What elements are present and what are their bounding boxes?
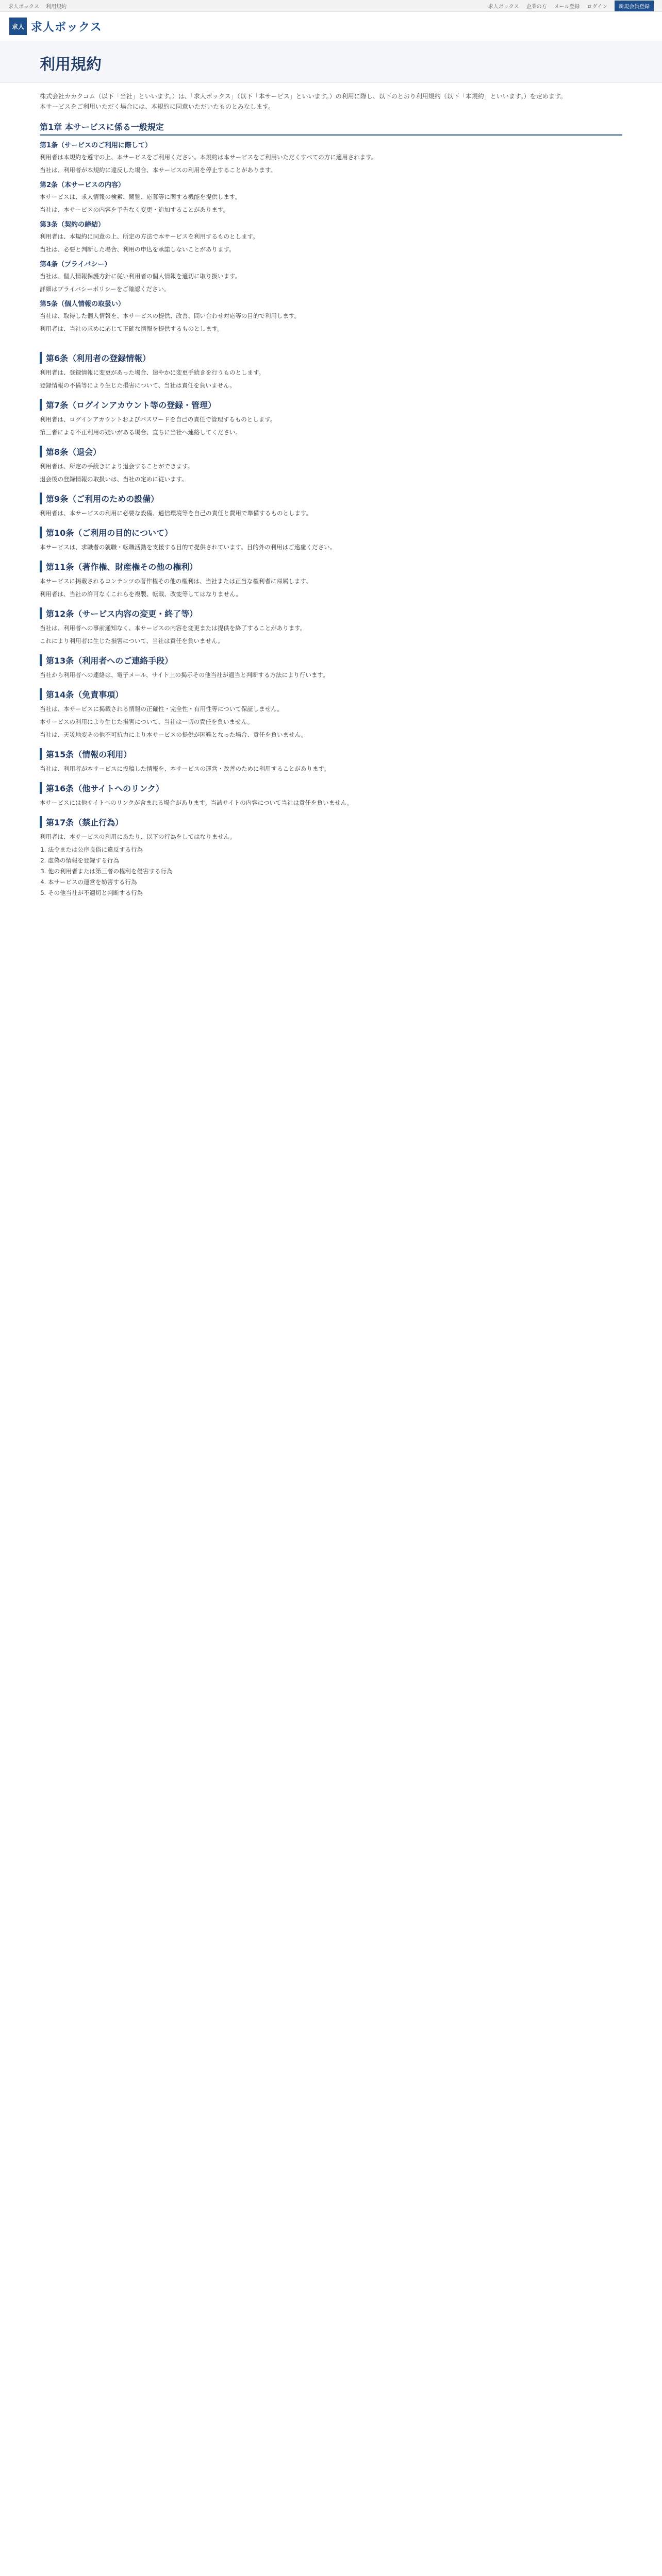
article-2-paragraph-1: 本サービスは、求人情報の検索、閲覧、応募等に関する機能を提供します。 bbox=[40, 193, 241, 200]
topbar-left bbox=[8, 2, 72, 10]
topbar-link-2[interactable]: 企業の方 bbox=[526, 4, 547, 10]
brand-logo-icon[interactable]: 求人 bbox=[9, 18, 27, 35]
article-4-paragraph-1: 当社は、個人情報保護方針に従い利用者の個人情報を適切に取り扱います。 bbox=[40, 272, 241, 280]
chapter-1-title: 第1章 本サービスに係る一般規定 bbox=[40, 121, 622, 135]
article-3-title: 第3条（契約の締結） bbox=[40, 221, 105, 229]
article-12-title: 第12条（サービス内容の変更・終了等） bbox=[40, 607, 622, 619]
article-1-paragraph-1: 利用者は本規約を遵守の上、本サービスをご利用ください。本規約は本サービスをご利用いただくすべての方に適用されます。 bbox=[40, 153, 377, 161]
article-6-title: 第6条（利用者の登録情報） bbox=[40, 352, 622, 364]
list-item: 4. 本サービスの運営を妨害する行為 bbox=[48, 877, 622, 887]
article-13-paragraph-1: 当社から利用者への連絡は、電子メール、サイト上の掲示その他当社が適当と判断する方法により行います。 bbox=[40, 671, 329, 679]
article-5-paragraph-2: 利用者は、当社の求めに応じて正確な情報を提供するものとします。 bbox=[40, 325, 223, 332]
topbar-left-1: 求人ボックス bbox=[8, 4, 39, 10]
article-11-paragraph-1: 本サービスに掲載されるコンテンツの著作権その他の権利は、当社または正当な権利者に帰属します。 bbox=[40, 578, 312, 585]
article-14-paragraph-3: 当社は、天災地変その他不可抗力により本サービスの提供が困難となった場合、責任を負いません。 bbox=[40, 731, 307, 738]
article-2-paragraph-2: 当社は、本サービスの内容を予告なく変更・追加することがあります。 bbox=[40, 206, 229, 213]
article-10-paragraph-1: 本サービスは、求職者の就職・転職活動を支援する目的で提供されています。目的外の利用はご遠慮ください。 bbox=[40, 544, 336, 551]
topbar-right bbox=[488, 1, 654, 11]
list-item: 2. 虚偽の情報を登録する行為 bbox=[48, 856, 622, 866]
article-16-paragraph-1: 本サービスには他サイトへのリンクが含まれる場合があります。当該サイトの内容について当社は責任を負いません。 bbox=[40, 799, 353, 806]
article-3-paragraph-2: 当社は、必要と判断した場合、利用の申込を承諾しないことがあります。 bbox=[40, 245, 235, 253]
article-14-title: 第14条（免責事項） bbox=[40, 688, 622, 700]
list-item: 5. その他当社が不適切と判断する行為 bbox=[48, 888, 622, 898]
article-9-paragraph-1: 利用者は、本サービスの利用に必要な設備、通信環境等を自己の責任と費用で準備するものとします。 bbox=[40, 510, 312, 517]
intro-text bbox=[40, 91, 622, 112]
article-1-title: 第1条（サービスのご利用に際して） bbox=[40, 141, 152, 149]
article-9-title: 第9条（ご利用のための設備） bbox=[40, 493, 622, 504]
article-5-paragraph-1: 当社は、取得した個人情報を、本サービスの提供、改善、問い合わせ対応等の目的で利用します。 bbox=[40, 312, 301, 319]
article-8-paragraph-1: 利用者は、所定の手続きにより退会することができます。 bbox=[40, 463, 194, 470]
article-14-paragraph-2: 本サービスの利用により生じた損害について、当社は一切の責任を負いません。 bbox=[40, 718, 254, 726]
top-utility-bar bbox=[0, 0, 662, 12]
article-12-paragraph-1: 当社は、利用者への事前通知なく、本サービスの内容を変更または提供を終了することがあります。 bbox=[40, 624, 306, 632]
article-8-title: 第8条（退会） bbox=[40, 446, 622, 457]
article-6-paragraph-2: 登録情報の不備等により生じた損害について、当社は責任を負いません。 bbox=[40, 382, 236, 389]
article-7-title: 第7条（ログインアカウント等の登録・管理） bbox=[40, 399, 622, 411]
intro-paragraph-2: 本サービスをご利用いただく場合には、本規約に同意いただいたものとみなします。 bbox=[40, 103, 275, 111]
article-16-title: 第16条（他サイトへのリンク） bbox=[40, 782, 622, 794]
article-8-paragraph-2: 退会後の登録情報の取扱いは、当社の定めに従います。 bbox=[40, 476, 188, 483]
article-12-paragraph-2: これにより利用者に生じた損害について、当社は責任を負いません。 bbox=[40, 637, 224, 645]
article-5-title: 第5条（個人情報の取扱い） bbox=[40, 300, 125, 308]
page-title-wrap bbox=[0, 41, 662, 83]
topbar-left-2: 利用規約 bbox=[46, 4, 67, 10]
list-item: 3. 他の利用者または第三者の権利を侵害する行為 bbox=[48, 867, 622, 876]
article-13-title: 第13条（利用者へのご連絡手段） bbox=[40, 654, 622, 666]
article-2-title: 第2条（本サービスの内容） bbox=[40, 181, 125, 189]
topbar-link-3[interactable]: メール登録 bbox=[554, 4, 580, 10]
intro-paragraph-1: 株式会社カカクコム（以下「当社」といいます。）は、「求人ボックス」（以下「本サービス」といいます。）の利用に際し、以下のとおり利用規約（以下「本規約」といいます。）を定めます。 bbox=[40, 93, 567, 100]
site-header bbox=[0, 12, 662, 41]
article-1-paragraph-2: 当社は、利用者が本規約に違反した場合、本サービスの利用を停止することがあります。 bbox=[40, 166, 277, 174]
article-11-title: 第11条（著作権、財産権その他の権利） bbox=[40, 561, 622, 572]
list-item: 1. 法令または公序良俗に違反する行為 bbox=[48, 845, 622, 855]
article-14-paragraph-1: 当社は、本サービスに掲載される情報の正確性・完全性・有用性等について保証しません。 bbox=[40, 705, 283, 713]
article-6-paragraph-1: 利用者は、登録情報に変更があった場合、速やかに変更手続きを行うものとします。 bbox=[40, 369, 264, 377]
article-15-title: 第15条（情報の利用） bbox=[40, 748, 622, 760]
page-title: 利用規約 bbox=[40, 56, 102, 74]
content-container bbox=[40, 91, 622, 932]
article-4-title: 第4条（プライバシー） bbox=[40, 260, 111, 268]
article-4-paragraph-2: 詳細はプライバシーポリシーをご確認ください。 bbox=[40, 285, 170, 293]
topbar-link-4[interactable]: ログイン bbox=[587, 4, 607, 10]
article-15-paragraph-1: 当社は、利用者が本サービスに投稿した情報を、本サービスの運営・改善のために利用することがあります。 bbox=[40, 765, 330, 772]
article-3-paragraph-1: 利用者は、本規約に同意の上、所定の方法で本サービスを利用するものとします。 bbox=[40, 232, 259, 240]
topbar-link-1[interactable]: 求人ボックス bbox=[488, 4, 519, 10]
brand-name[interactable]: 求人ボックス bbox=[31, 21, 102, 34]
signup-button[interactable]: 新規会員登録 bbox=[615, 1, 654, 11]
article-17-title: 第17条（禁止行為） bbox=[40, 816, 622, 828]
article-17-paragraph-1: 利用者は、本サービスの利用にあたり、以下の行為をしてはなりません。 bbox=[40, 833, 236, 840]
article-11-paragraph-2: 利用者は、当社の許可なくこれらを複製、転載、改変等してはなりません。 bbox=[40, 590, 242, 598]
prohibited-acts-list bbox=[48, 845, 622, 898]
article-10-title: 第10条（ご利用の目的について） bbox=[40, 527, 622, 538]
article-7-paragraph-1: 利用者は、ログインアカウントおよびパスワードを自己の責任で管理するものとします。 bbox=[40, 416, 276, 423]
article-7-paragraph-2: 第三者による不正利用の疑いがある場合、直ちに当社へ連絡してください。 bbox=[40, 429, 241, 436]
